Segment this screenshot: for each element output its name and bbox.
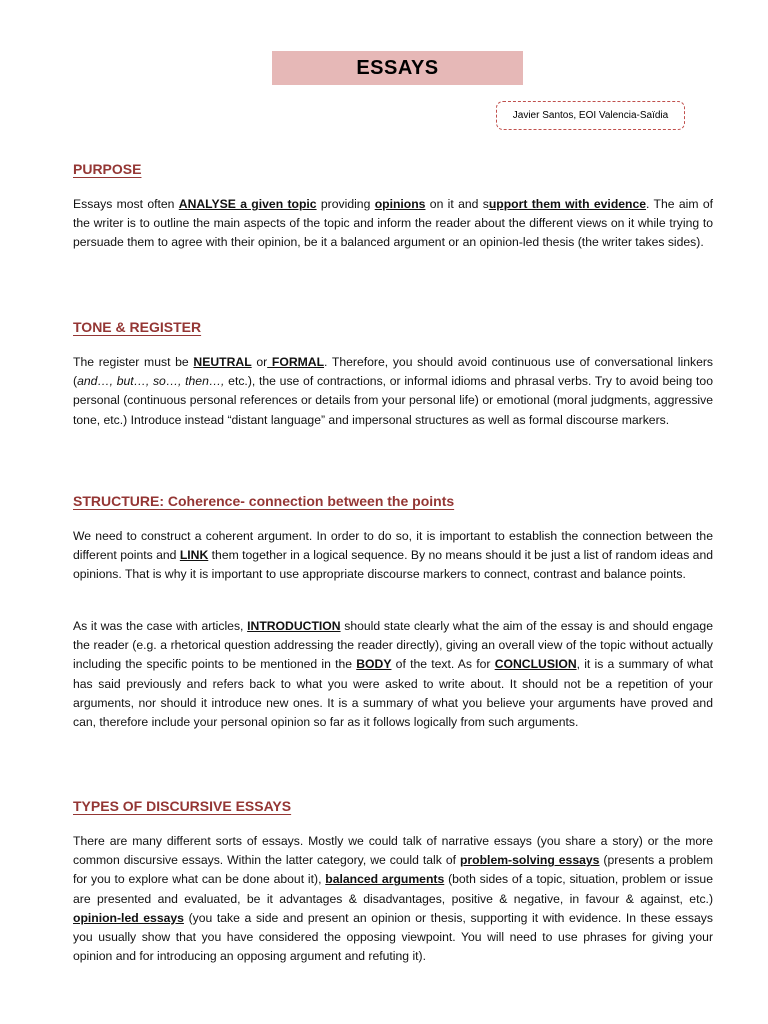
paragraph-structure-1 — [73, 527, 713, 585]
italic-examples: and…, but…, so…, then…, — [77, 374, 225, 389]
key-term: INTRODUCTION — [247, 619, 341, 633]
text-run: etc.), the use of contractions, or informal idioms and phrasal verbs. Try to avoid being too personal (continuous personal references or details from your personal life) or emotional (moral judgments, aggressive tone, etc.) Introduce instead “distant language” and impersonal structures as well as formal discourse markers. — [73, 374, 713, 427]
text-run: providing — [316, 197, 375, 211]
paragraph-structure-2 — [73, 617, 713, 732]
text-run: , it is a summary of what has said previously and refers back to what you were asked to write about. It should not be a repetition of your arguments, nor should it introduce new ones. It is a summary of what you believe your arguments have proved and can, therefore include your personal opinion so far as it follows logically from such arguments. — [73, 657, 714, 730]
key-term: opinions — [374, 197, 426, 211]
text-run: (you take a side and present an opinion or thesis, supporting it with evidence. In these essays you usually show that you have considered the opposing viewpoint. You will need to use phrases for giving your opinion and for introducing an opposing argument and refuting it). — [73, 910, 713, 964]
text-run: We need to construct a coherent argument. In order to do so, it is important to establish the connection between the different points and — [73, 529, 713, 563]
text-run: (presents a problem for you to explore what can be done about it), — [73, 853, 713, 887]
heading-types: TYPES OF DISCURSIVE ESSAYS — [73, 798, 292, 814]
text-run: should state clearly what the aim of the essay is and should engage the reader (e.g. a rhetorical question addressing the reader directly), giving an overall view of the topic without actually including the specific points to be mentioned in the — [73, 619, 713, 672]
key-term: upport them with evidence — [488, 197, 647, 211]
text-run: them together in a logical sequence. By no means should it be just a list of random ideas and opinions. That is why it is important to use appropriate discourse markers to connect, contrast and balance points. — [73, 548, 714, 582]
key-term: problem-solving essays — [459, 853, 600, 868]
paragraph-tone-register — [73, 353, 713, 430]
text-run: As it was the case with articles, — [73, 619, 248, 633]
author-credit: Javier Santos, EOI Valencia-Saïdia — [512, 110, 669, 121]
text-run: . The aim of the writer is to outline the main aspects of the topic and inform the reader about the different views on it while trying to persuade them to agree with their opinion, be it a balanced argument or an opinion-led thesis (the writer takes sides). — [73, 197, 713, 250]
key-term: FORMAL — [267, 355, 325, 369]
paragraph-purpose — [73, 195, 713, 253]
text-run: on it and s — [425, 197, 489, 211]
text-run: The register must be — [73, 355, 194, 369]
key-term: BODY — [356, 657, 392, 672]
text-run: There are many different sorts of essays. Mostly we could talk of narrative essays (you share a story) or the more common discursive essays. Within the latter category, we could talk of — [73, 834, 713, 868]
text-run: of the text. As for — [391, 657, 495, 672]
key-term: NEUTRAL — [193, 355, 252, 369]
key-term: LINK — [179, 548, 209, 563]
text-run: . Therefore, you should avoid continuous use of conversational linkers ( — [73, 355, 713, 389]
text-run: Essays most often — [73, 197, 179, 211]
heading-tone-register: TONE & REGISTER — [73, 319, 202, 335]
page-title: ESSAYS — [356, 56, 439, 79]
author-box — [496, 101, 685, 130]
heading-structure: STRUCTURE: Coherence- connection between the points — [73, 493, 455, 509]
key-term: opinion-led essays — [73, 910, 184, 925]
text-run: or — [251, 355, 268, 369]
key-term: balanced arguments — [325, 872, 445, 887]
title-banner — [272, 51, 523, 85]
heading-purpose: PURPOSE — [73, 161, 142, 177]
key-term: CONCLUSION — [494, 657, 577, 672]
key-term: ANALYSE a given topic — [178, 197, 317, 211]
paragraph-types — [73, 832, 713, 966]
text-run: (both sides of a topic, situation, problem or issue are presented and evaluated, be it advantages & disadvantages, positive & negative, in favour & against, etc.) — [73, 872, 713, 906]
